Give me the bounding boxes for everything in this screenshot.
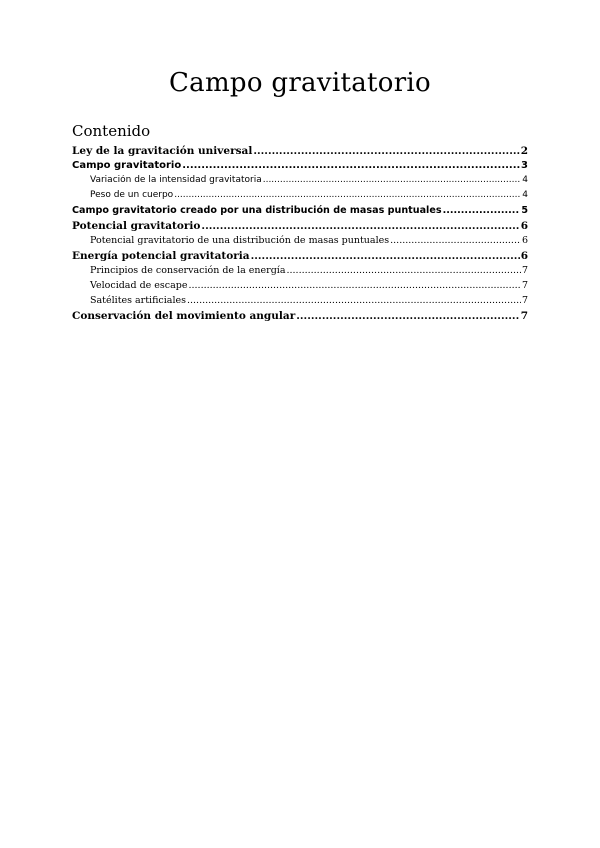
toc-entry-page: 3: [521, 160, 528, 171]
table-of-contents: [72, 145, 528, 325]
toc-heading: Contenido: [72, 122, 151, 140]
toc-leader-dots: [174, 190, 521, 200]
toc-entry[interactable]: [72, 250, 528, 265]
toc-entry-label: Campo gravitatorio creado por una distribución de masas puntuales: [72, 205, 442, 216]
toc-subentry[interactable]: [72, 295, 528, 310]
toc-subentry[interactable]: [72, 235, 528, 250]
toc-leader-dots: [296, 310, 519, 322]
toc-entry-page: 5: [521, 205, 528, 216]
toc-leader-dots: [187, 295, 521, 306]
toc-leader-dots: [263, 175, 522, 185]
toc-entry-page: 6: [520, 250, 528, 262]
toc-entry-page: 4: [522, 190, 528, 200]
document-title: Campo gravitatorio: [168, 68, 432, 98]
toc-leader-dots: [201, 220, 519, 232]
toc-leader-dots: [253, 145, 519, 157]
toc-leader-dots: [443, 205, 521, 216]
toc-subentry[interactable]: [72, 175, 528, 190]
toc-entry-page: 7: [520, 310, 528, 322]
toc-entry-label: Energía potencial gravitatoria: [72, 250, 250, 262]
toc-entry-page: 2: [520, 145, 528, 157]
toc-entry-page: 6: [521, 235, 528, 246]
toc-entry-label: Peso de un cuerpo: [90, 190, 174, 200]
toc-entry[interactable]: [72, 310, 528, 325]
toc-entry-page: 7: [521, 265, 528, 276]
toc-subentry[interactable]: [72, 265, 528, 280]
toc-leader-dots: [251, 250, 520, 262]
toc-entry-label: Potencial gravitatorio: [72, 220, 201, 232]
toc-entry-label: Campo gravitatorio: [72, 160, 182, 171]
toc-leader-dots: [390, 235, 521, 246]
toc-entry[interactable]: [72, 220, 528, 235]
toc-leader-dots: [188, 280, 520, 291]
toc-leader-dots: [182, 160, 520, 171]
toc-subentry[interactable]: [72, 190, 528, 205]
toc-entry-label: Ley de la gravitación universal: [72, 145, 253, 157]
toc-entry[interactable]: [72, 160, 528, 175]
toc-entry-page: 7: [521, 295, 528, 306]
toc-entry[interactable]: [72, 145, 528, 160]
toc-entry-label: Velocidad de escape: [90, 280, 188, 291]
toc-entry-page: 4: [522, 175, 528, 185]
toc-entry[interactable]: [72, 205, 528, 220]
toc-leader-dots: [286, 265, 520, 276]
toc-entry-page: 7: [521, 280, 528, 291]
toc-entry-page: 6: [520, 220, 528, 232]
toc-subentry[interactable]: [72, 280, 528, 295]
toc-entry-label: Potencial gravitatorio de una distribución de masas puntuales: [90, 235, 390, 246]
toc-entry-label: Conservación del movimiento angular: [72, 310, 296, 322]
toc-entry-label: Principios de conservación de la energía: [90, 265, 286, 276]
toc-entry-label: Variación de la intensidad gravitatoria: [90, 175, 262, 185]
toc-entry-label: Satélites artificiales: [90, 295, 186, 306]
